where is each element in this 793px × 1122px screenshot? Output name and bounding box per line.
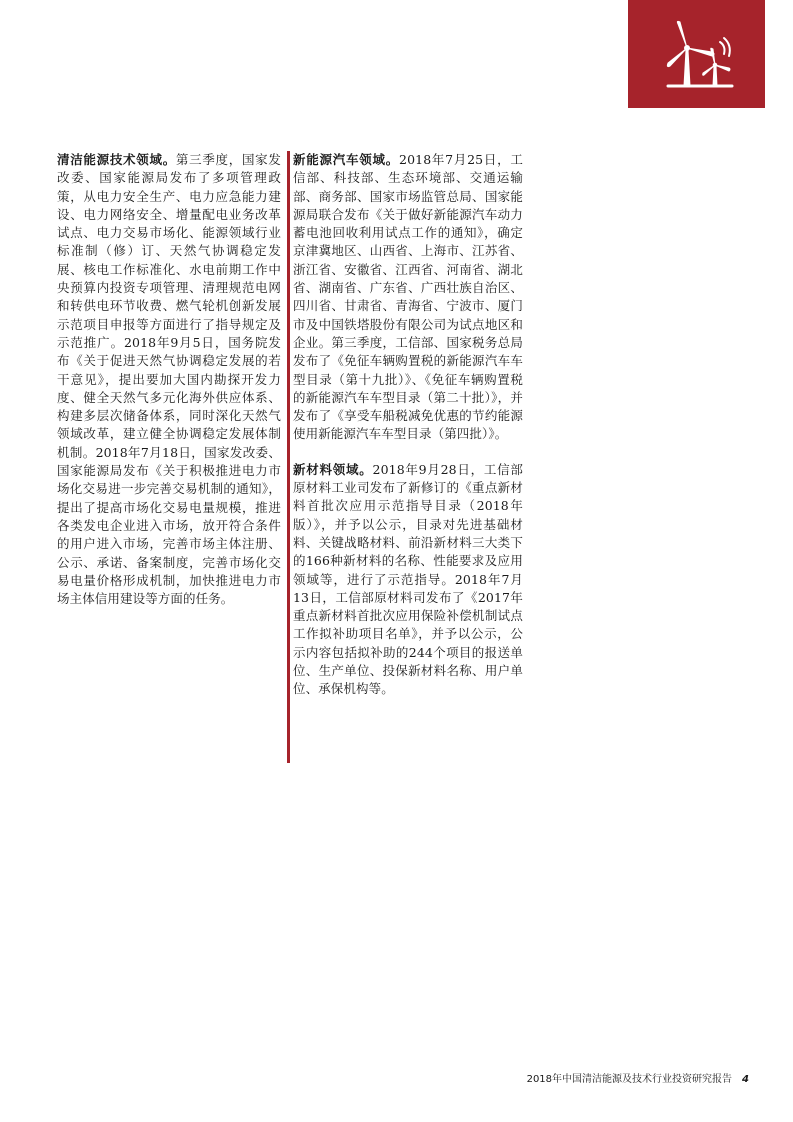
new-materials-paragraph (293, 461, 523, 699)
nev-body: 2018年7月25日，工信部、科技部、生态环境部、交通运输部、商务部、国家市场监管总局、国家能源局联合发布《关于做好新能源汽车动力蓄电池回收利用试点工作的通知》，确定京津冀地区、山西省、上海市、江苏省、浙江省、安徽省、江西省、河南省、湖北省、湖南省、广东省、广西壮族自治区、四川省、甘肃省、青海省、宁波市、厦门市及中国铁塔股份有限公司为试点地区和企业。第三季度，工信部、国家税务总局发布了《免征车辆购置税的新能源汽车车型目录（第十九批）》、《免征车辆购置税的新能源汽车车型目录（第二十批）》，并发布了《享受车船税减免优惠的节约能源 使用新能源汽车车型目录（第四批）》。 (293, 152, 523, 442)
clean-energy-heading: 清洁能源技术领域。 (57, 152, 176, 167)
right-column (287, 151, 523, 763)
new-materials-body: 2018年9月28日，工信部原材料工业司发布了新修订的《重点新材料首批次应用示范指导目录（2018年版）》，并予以公示，目录对先进基础材料、关键战略材料、前沿新材料三大类下的166种新材料的名称、性能要求及应用领域等，进行了示范指导。2018年7月13日，工信部原材料司发布了《2017年重点新材料首批次应用保险补偿机制试点工作拟补助项目名单》，并予以公示，公示内容包括拟补助的244个项目的报送单位、生产单位、投保新材料名称、用户单位、承保机构等。 (293, 461, 523, 697)
left-column (57, 151, 281, 625)
clean-energy-body: 第三季度，国家发改委、国家能源局发布了多项管理政策，从电力安全生产、电力应急能力建设、电力网络安全、增量配电业务改革试点、电力交易市场化、能源领域行业标准制（修）订、天然气协调稳定发展、核电工作标准化、水电前期工作中央预算内投资专项管理、清理规范电网和转供电环节收费、燃气轮机创新发展示范项目申报等方面进行了指导规定及示范推广。2018年9月5日，国务院发布《关于促进天然气协调稳定发展的若干意见》，提出要加大国内勘探开发力度、健全天然气多元化海外供应体系、构建多层次储备体系，同时深化天然气领域改革，建立健全协调稳定发展体制机制。2018年7月18日，国家发改委、国家能源局发布《关于积极推进电力市场化交易进一步完善交易机制的通知》，提出了提高市场化交易电量规模，推进各类发电企业进入市场，放开符合条件的用户进入市场，完善市场主体注册、公示、承诺、备案制度，完善市场化交易电量价格形成机制，加快推进电力市场主体信用建设等方面的任务。 (57, 152, 281, 607)
new-materials-heading: 新材料领域。 (293, 461, 373, 477)
page-footer (527, 1070, 749, 1085)
nev-paragraph (293, 151, 523, 444)
header-logo (628, 0, 765, 108)
nev-heading: 新能源汽车领域。 (293, 152, 400, 167)
report-title: 2018年中国清洁能源及技术行业投资研究报告 (526, 1074, 733, 1085)
clean-energy-paragraph (57, 151, 281, 608)
wind-turbine-icon (628, 0, 765, 108)
page-number: 4 (742, 1074, 749, 1085)
